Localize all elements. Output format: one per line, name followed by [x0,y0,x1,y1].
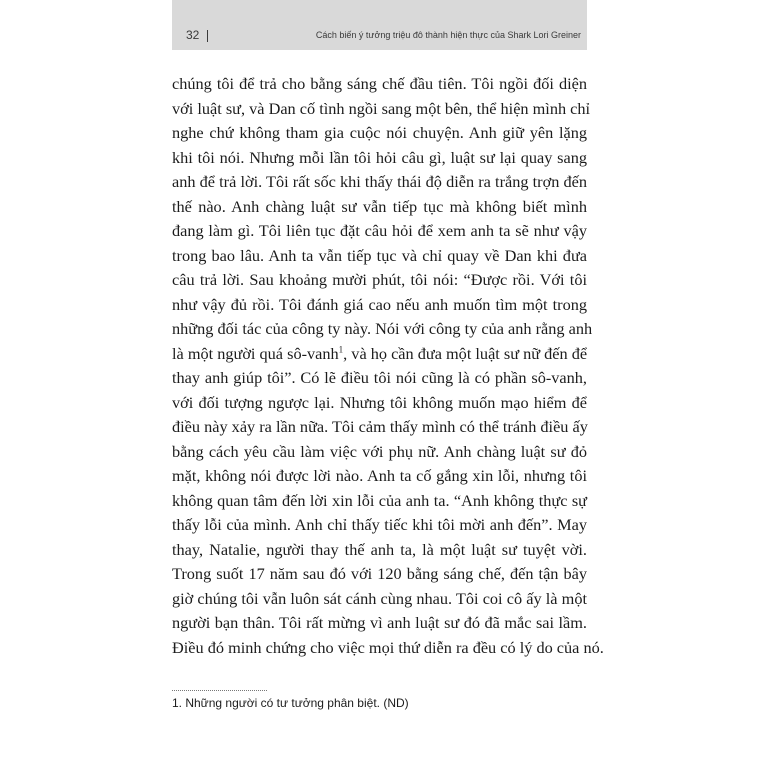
text-line: thay anh giúp tôi”. Có lẽ điều tôi nói cũng là có phần sô-vanh, [172,368,587,387]
text-line: thay, Natalie, người thay thế anh ta, là một luật sư tuyệt vời. [172,539,587,559]
text-line: bằng cách yêu cầu làm việc với phụ nữ. Anh chàng luật sư đỏ [172,441,587,461]
text-segment: , và họ cần đưa một luật sư nữ đến để [343,343,588,363]
text-line: như vậy đủ rồi. Tôi đánh giá cao nếu anh muốn tìm một trong [172,294,587,314]
text-line: với luật sư, và Dan cố tình ngồi sang một bên, thể hiện mình chỉ [172,98,591,118]
text-line-with-footnote-ref [172,342,587,367]
page-header [172,0,587,50]
text-line: người bạn thân. Tôi rất mừng vì anh luật sư đó đã mắc sai lầm. [172,613,587,632]
footnote-divider [172,690,267,691]
body-paragraph [172,72,604,660]
text-line: khi tôi nói. Nhưng mỗi lần tôi hỏi câu gì, luật sư lại quay sang [172,147,587,167]
text-line: không quan tâm đến lời xin lỗi của anh ta. “Anh không thực sự [172,490,587,510]
text-line: thế nào. Anh chàng luật sư vẫn tiếp tục mà không biết mình [172,196,587,216]
text-line: câu trả lời. Sau khoảng mười phút, tôi nói: “Được rồi. Với tôi [172,270,587,289]
header-divider [207,30,208,42]
text-line: thấy lỗi của mình. Anh chỉ thấy tiếc khi tôi mời anh đến”. May [172,515,587,534]
text-line: giờ chúng tôi vẫn luôn sát cánh cùng nhau. Tôi coi cô ấy là một [172,588,587,608]
page-number: 32 [186,28,200,42]
text-segment: là một người quá sô-vanh [172,343,339,363]
text-line: những đối tác của công ty này. Nói với công ty của anh rằng anh [172,319,593,338]
text-line: đang làm gì. Tôi liên tục đặt câu hỏi để xem anh ta sẽ như vậy [172,221,587,240]
running-title: Cách biến ý tưởng triệu đô thành hiện thực của Shark Lori Greiner [315,30,581,40]
text-line: trong bao lâu. Anh ta vẫn tiếp tục và chỉ quay về Dan khi đưa [172,245,587,265]
text-line: Điều đó minh chứng cho việc mọi thứ diễn ra đều có lý do của nó. [172,637,604,657]
text-line: Trong suốt 17 năm sau đó với 120 bằng sáng chế, đến tận bây [172,564,587,583]
text-line: mặt, không nói được lời nào. Anh ta cố gắng xin lỗi, nhưng tôi [172,466,587,485]
text-line: chúng tôi để trả cho bằng sáng chế đầu tiên. Tôi ngồi đối diện [172,74,587,93]
text-line: điều này xảy ra lần nữa. Tôi cảm thấy mình có thể tránh điều ấy [172,417,588,436]
text-line: anh để trả lời. Tôi rất sốc khi thấy thái độ diễn ra trắng trợn đến [172,172,587,191]
text-line: nghe chứ không tham gia cuộc nói chuyện. Anh giữ yên lặng [172,123,587,142]
footnote-reference[interactable]: 1 [338,344,344,355]
text-line: với đối tượng ngược lại. Nhưng tôi không muốn mạo hiểm để [172,392,587,412]
footnote: 1. Những người có tư tưởng phân biệt. (ND) [172,696,409,710]
